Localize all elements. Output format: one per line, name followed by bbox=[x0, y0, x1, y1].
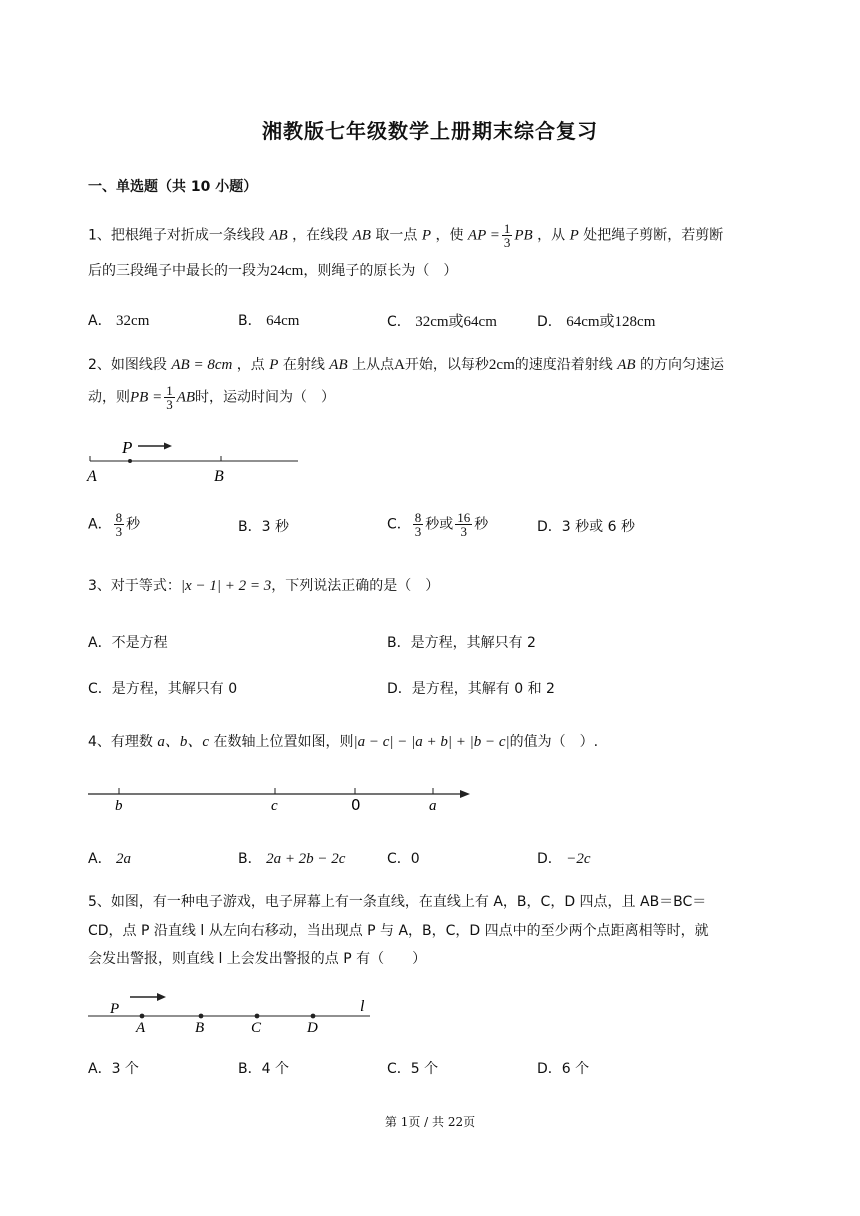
point-c bbox=[255, 1014, 260, 1019]
label-l: l bbox=[360, 998, 365, 1015]
arrow-head-icon bbox=[157, 993, 166, 1001]
q3-option-a: A．不是方程 bbox=[88, 635, 168, 651]
label-p: P bbox=[110, 1001, 120, 1017]
question-1-line-1: 1、把根绳子对折成一条线段 AB ，在线段 AB 取一点 P ，使 AP = $\frac{1}{3}$ PB ，从 P 处把绳子剪断，若剪断 bbox=[88, 221, 724, 250]
point-b bbox=[199, 1014, 204, 1019]
point-d bbox=[311, 1014, 316, 1019]
q5-option-c: C．5 个 bbox=[387, 1061, 439, 1077]
question-2-line-2: 动，则PB = $\frac{1}{3}$ AB时，运动时间为（ ） bbox=[88, 383, 336, 412]
question-2-line-1: 2、如图线段 AB = 8cm ，点 P 在射线 AB 上从点A开始，以每秒2cm的速度沿着射线 AB 的方向匀速运 bbox=[88, 357, 724, 373]
q1-option-d: D． 64cm或128cm bbox=[537, 314, 656, 330]
label-zero: 0 bbox=[351, 796, 361, 814]
label-b: B bbox=[214, 468, 224, 485]
question-5-line-3: 会发出警报，则直线 l 上会发出警报的点 P 有（ ） bbox=[88, 951, 427, 967]
point-p bbox=[128, 459, 132, 463]
q3-option-b: B．是方程，其解只有 2 bbox=[387, 635, 536, 651]
section-heading: 一、单选题（共 10 小题） bbox=[88, 179, 258, 195]
page-title: 湘教版七年级数学上册期末综合复习 bbox=[262, 119, 598, 143]
q1-option-a: A． 32cm bbox=[88, 313, 150, 329]
label-b: B bbox=[195, 1020, 205, 1036]
q5-figure bbox=[84, 984, 378, 1036]
label-c: c bbox=[271, 798, 278, 814]
arrow-head-icon bbox=[164, 443, 172, 450]
question-4: 4、有理数 a、b、c 在数轴上位置如图，则|a − c| − |a + b| + |b − c|的值为（ ）. bbox=[88, 734, 599, 750]
q1-option-b: B． 64cm bbox=[238, 313, 300, 329]
q2-option-b: B．3 秒 bbox=[238, 519, 289, 535]
q4-option-b: B． 2a + 2b − 2c bbox=[238, 851, 346, 867]
number-line-figure bbox=[84, 780, 474, 814]
q5-option-d: D．6 个 bbox=[537, 1061, 590, 1077]
label-b: b bbox=[115, 798, 123, 814]
page-footer: 第 1页 / 共 22页 bbox=[384, 1115, 476, 1129]
question-5-line-2: CD，点 P 沿直线 l 从左向右移动，当出现点 P 与 A，B，C，D 四点中的至少两个点距离相等时，就 bbox=[88, 923, 709, 939]
q3-option-c: C．是方程，其解只有 0 bbox=[88, 681, 238, 697]
q2-option-d: D．3 秒或 6 秒 bbox=[537, 519, 635, 535]
q2-option-a: A． $\frac{8}{3}$ 秒 bbox=[88, 510, 141, 539]
q4-option-a: A． 2a bbox=[88, 851, 132, 867]
label-c: C bbox=[251, 1020, 262, 1036]
q2-figure bbox=[84, 434, 304, 486]
q5-option-b: B．4 个 bbox=[238, 1061, 289, 1077]
q3-option-d: D．是方程，其解有 0 和 2 bbox=[387, 681, 555, 697]
label-p: P bbox=[122, 438, 133, 457]
question-1-line-2: 后的三段绳子中最长的一段为24cm，则绳子的原长为（ ） bbox=[88, 263, 458, 279]
arrow-head-icon bbox=[460, 790, 470, 798]
q4-option-c: C．0 bbox=[387, 851, 420, 867]
label-a: A bbox=[87, 468, 97, 485]
label-d: D bbox=[307, 1020, 318, 1036]
question-5-line-1: 5、如图，有一种电子游戏，电子屏幕上有一条直线，在直线上有 A，B，C，D 四点，且 AB＝BC＝ bbox=[88, 894, 707, 910]
q5-option-a: A．3 个 bbox=[88, 1061, 139, 1077]
q2-option-c: C． $\frac{8}{3}$ 秒或 $\frac{16}{3}$ 秒 bbox=[387, 510, 489, 539]
question-3: 3、对于等式：|x − 1| + 2 = 3，下列说法正确的是（ ） bbox=[88, 578, 440, 594]
q4-option-d: D． −2c bbox=[537, 851, 591, 867]
q1-option-c: C． 32cm或64cm bbox=[387, 314, 497, 330]
label-a: a bbox=[429, 798, 437, 814]
label-a: A bbox=[136, 1020, 146, 1036]
point-a bbox=[140, 1014, 145, 1019]
fraction: $\frac{1}{3}$ bbox=[503, 221, 511, 250]
fraction: $\frac{1}{3}$ bbox=[166, 383, 173, 412]
